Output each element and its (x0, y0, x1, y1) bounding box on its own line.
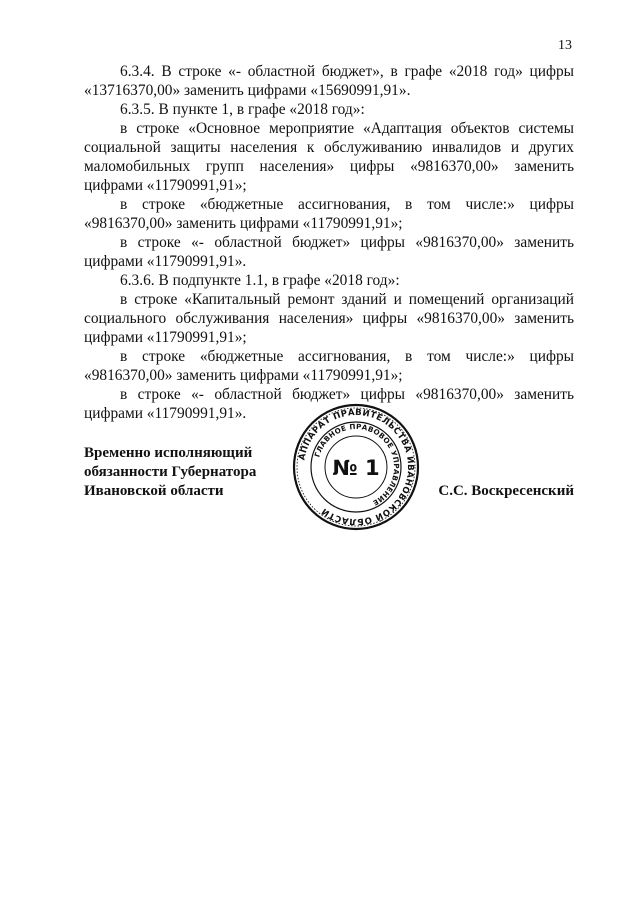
paragraph-6-3-5: 6.3.5. В пункте 1, в графе «2018 год»: (120, 101, 365, 118)
paragraph-6-3-6-line-3: в строке «- областной бюджет» цифры «9816370,00» заменить цифрами «11790991,91». (84, 386, 574, 422)
page-number: 13 (558, 38, 572, 53)
paragraph-6-3-6: 6.3.6. В подпункте 1.1, в графе «2018 год»: (120, 272, 400, 289)
svg-text:ГЛАВНОЕ ПРАВОВОЕ УПРАВЛЕНИЕ: ГЛАВНОЕ ПРАВОВОЕ УПРАВЛЕНИЕ (312, 421, 402, 508)
signer-name: С.С. Воскресенский (438, 483, 574, 499)
svg-text:АППАРАТ ПРАВИТЕЛЬСТВА ИВАНОВСК: АППАРАТ ПРАВИТЕЛЬСТВА ИВАНОВСКОЙ ОБЛАСТИ (297, 407, 416, 527)
paragraph-6-3-6-line-1: в строке «Капитальный ремонт зданий и помещений организаций социального обслуживания населения» цифры «9816370,00» заменить цифрами «11790991,91»; (84, 291, 574, 346)
paragraph-6-3-4: 6.3.4. В строке «- областной бюджет», в графе «2018 год» цифры «13716370,00» заменить цифрами «15690991,91». (84, 63, 574, 99)
paragraph-6-3-6-line-2: в строке «бюджетные ассигнования, в том числе:» цифры «9816370,00» заменить цифрами «11790991,91»; (84, 348, 574, 384)
signer-position-line: обязанности Губернатора (84, 464, 257, 480)
official-seal (292, 403, 420, 531)
document-body (84, 62, 574, 423)
paragraph-6-3-5-line-3: в строке «- областной бюджет» цифры «9816370,00» заменить цифрами «11790991,91». (84, 234, 574, 270)
signer-position (84, 444, 256, 501)
paragraph-6-3-5-line-1: в строке «Основное мероприятие «Адаптация объектов системы социальной защиты населения к обслуживанию инвалидов и других маломобильных групп населения» цифры «9816370,00» заменить цифрами «11790991,91»; (84, 120, 574, 194)
signer-position-line: Временно исполняющий (84, 445, 253, 461)
signer-position-line: Ивановской области (84, 483, 224, 499)
svg-text:№ 1: № 1 (332, 456, 380, 480)
paragraph-6-3-5-line-2: в строке «бюджетные ассигнования, в том числе:» цифры «9816370,00» заменить цифрами «11790991,91»; (84, 196, 574, 232)
